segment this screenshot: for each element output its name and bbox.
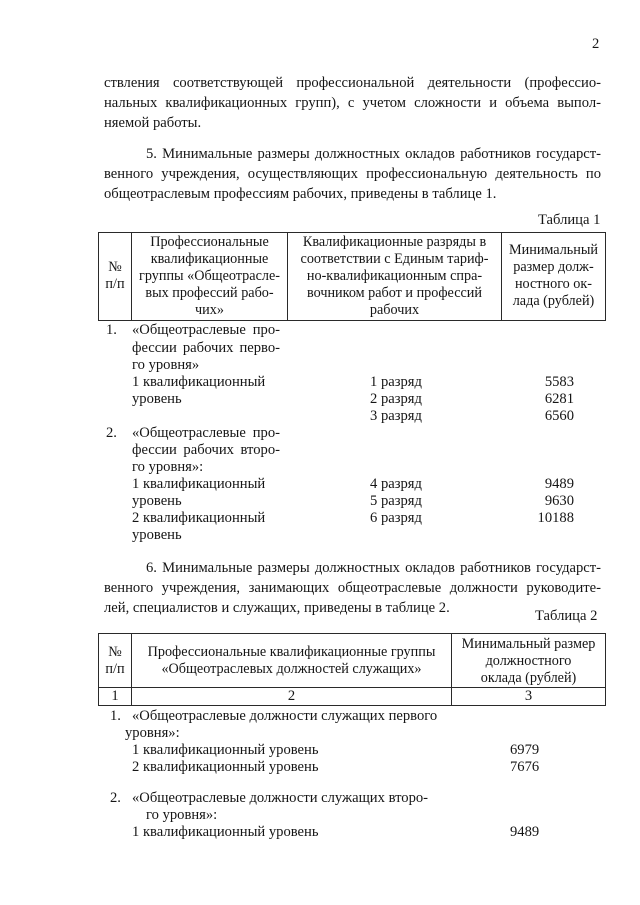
intro-line-1: ствления соответствующей профессиональной деятельности (профессио- xyxy=(104,75,601,91)
table2-header-num: № п/п xyxy=(105,644,125,677)
grade: 2 разряд xyxy=(370,391,422,407)
table2-header-salary: Минимальный размер должностного оклада (рублей) xyxy=(461,636,596,686)
table1-header-num: № п/п xyxy=(105,259,125,292)
row-number: 1. xyxy=(106,322,117,338)
row-number: 2. xyxy=(106,425,117,441)
grade: 4 разряд xyxy=(370,476,422,492)
intro-line-2: нальных квалификационных групп), с учетом сложности и объема выпол- xyxy=(104,95,601,111)
grade: 5 разряд xyxy=(370,493,422,509)
para5-line-2: венного учреждения, осуществляющих профессиональную деятельность по xyxy=(104,166,601,182)
col-number: 1 xyxy=(111,688,119,704)
table1-header-group: Профессиональные квалификационные группы «Общеотрасле- вых профессий рабо- чих» xyxy=(139,234,280,318)
row-number: 1. xyxy=(110,708,121,724)
table2-caption: Таблица 2 xyxy=(535,608,598,624)
salary: 7676 xyxy=(510,759,540,775)
grade: 6 разряд xyxy=(370,510,422,526)
salary: 5583 xyxy=(544,374,574,390)
table2-header-group: Профессиональные квалификационные группы «Общеотраслевых должностей служащих» xyxy=(147,644,436,677)
para5-line-1: 5. Минимальные размеры должностных окладов работников государст- xyxy=(146,146,601,162)
table1-caption: Таблица 1 xyxy=(538,212,601,228)
salary: 9489 xyxy=(544,476,574,492)
para5-line-3: общеотраслевым профессиям рабочих, приведены в таблице 1. xyxy=(104,186,497,202)
col-number: 2 xyxy=(287,688,296,704)
grade: 3 разряд xyxy=(370,408,422,424)
salary: 6979 xyxy=(510,742,540,758)
salary: 9630 xyxy=(544,493,574,509)
salary: 6281 xyxy=(544,391,574,407)
grade: 1 разряд xyxy=(370,374,422,390)
para6-line-2: венного учреждения, занимающих общеотраслевые должности руководите- xyxy=(104,580,601,596)
salary: 10188 xyxy=(537,510,574,526)
salary: 6560 xyxy=(544,408,574,424)
col-number: 3 xyxy=(524,688,533,704)
para6-line-1: 6. Минимальные размеры должностных окладов работников государст- xyxy=(146,560,601,576)
para6-line-3: лей, специалистов и служащих, приведены в таблице 2. xyxy=(104,600,450,616)
page-number: 2 xyxy=(592,36,600,52)
salary: 9489 xyxy=(510,824,540,840)
table1-header-salary: Минимальный размер долж- ностного ок- лада (рублей) xyxy=(509,242,598,309)
row-number: 2. xyxy=(110,790,121,806)
intro-line-3: няемой работы. xyxy=(104,115,202,131)
table1-header-grades: Квалификационные разряды в соответствии с Единым тариф- но-квалификационным спра- вочником работ и профессий рабочих xyxy=(300,234,489,318)
